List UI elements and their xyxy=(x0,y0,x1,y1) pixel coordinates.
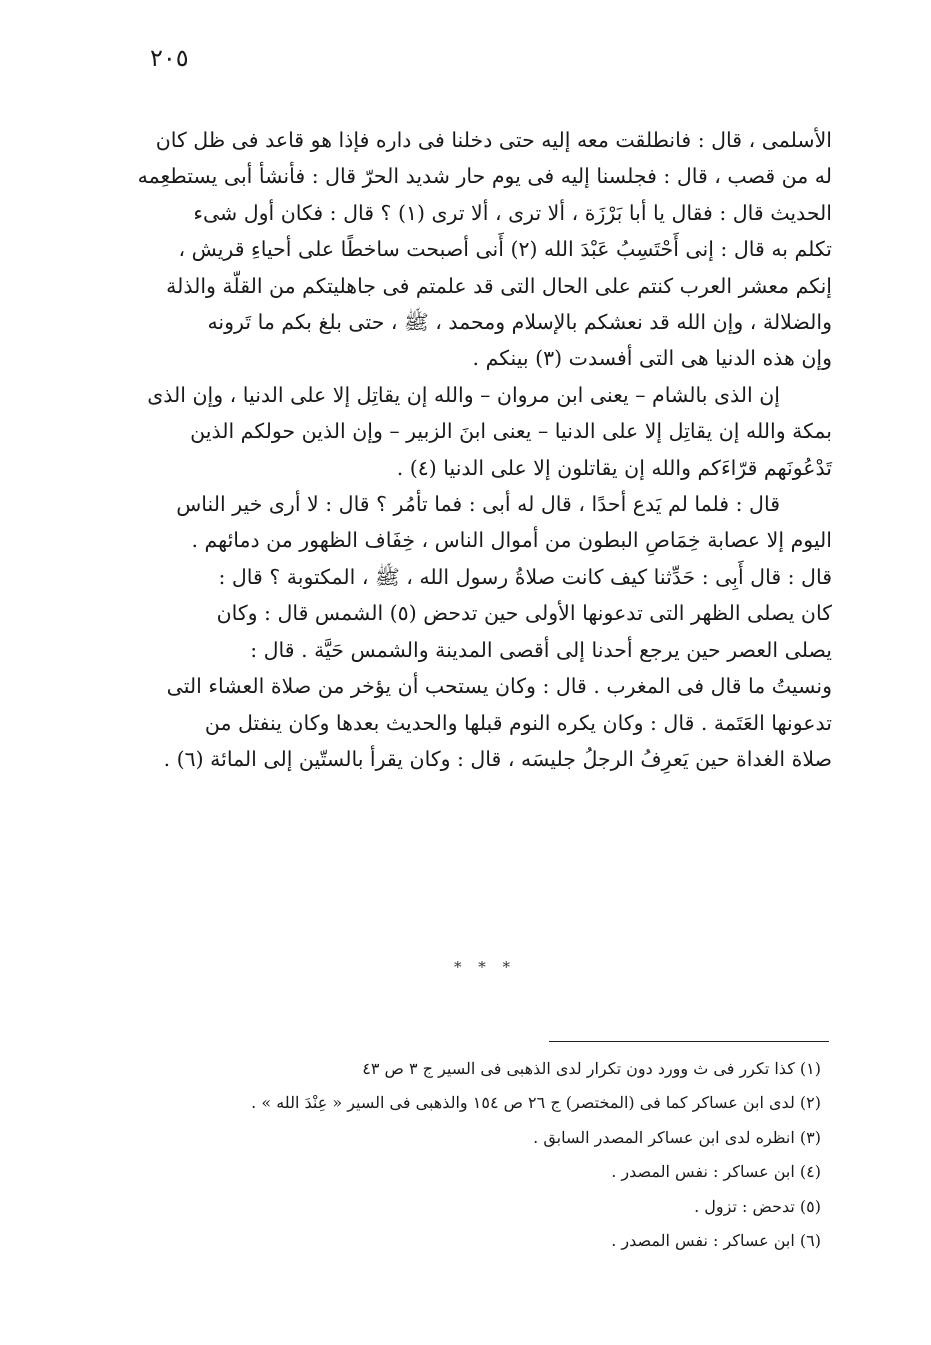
footnote: (٢) لدى ابن عساكر كما فى (المختصر) ج ٢٦ ص ١٥٤ والذهبى فى السير « عِنْدَ الله » . xyxy=(251,1093,821,1113)
footnote: (١) كذا تكرر فى ث وورد دون تكرار لدى الذهبى فى السير ج ٣ ص ٤٣ xyxy=(362,1059,821,1078)
text-line: إن الذى بالشام – يعنى ابن مروان – والله إن يقاتِل إلا على الدنيا ، وإن الذى xyxy=(147,382,780,407)
text-line: قال : فلما لم يَدع أحدًا ، قال له أبى : فما تأمُر ؟ قال : لا أرى خير الناس xyxy=(176,492,780,517)
footnote: (٦) ابن عساكر : نفس المصدر . xyxy=(611,1231,821,1251)
paragraph xyxy=(132,122,832,377)
text-line: إنكم معشر العرب كنتم على الحال التى قد علمتم فى جاهليتكم من القلّة والذلة xyxy=(166,273,832,298)
text-line: اليوم إلا عصابة خِمَاصِ البطون من أموال الناس ، خِفَاف الظهور من دمائهم . xyxy=(191,528,832,553)
footnotes xyxy=(121,1052,821,1258)
text-line: الأسلمى ، قال : فانطلقت معه إليه حتى دخلنا فى داره فإذا هو قاعد فى ظل كان xyxy=(155,128,832,152)
main-text xyxy=(132,122,832,777)
text-line: ونسيتُ ما قال فى المغرب . قال : وكان يستحب أن يؤخر من صلاة العشاء التى xyxy=(166,674,832,699)
footnote: (٥) تدحض : تزول . xyxy=(694,1196,821,1216)
text-line: تدعونها العَتَمة . قال : وكان يكره النوم قبلها والحديث بعدها وكان ينفتل من xyxy=(204,710,832,735)
footnote: (٤) ابن عساكر : نفس المصدر . xyxy=(611,1162,821,1182)
text-line: صلاة الغداة حين يَعرِفُ الرجلُ جليسَه ، قال : وكان يقرأ بالستّين إلى المائة (٦) . xyxy=(163,746,832,771)
text-line: كان يصلى الظهر التى تدعونها الأولى حين تدحض (٥) الشمس قال : وكان xyxy=(216,601,832,626)
text-line: يصلى العصر حين يرجع أحدنا إلى أقصى المدينة والشمس حَيَّة . قال : xyxy=(250,637,832,662)
text-line: قال : قال أَبِى : حَدِّثنا كيف كانت صلاةُ رسول الله ، ﷺ ، المكتوبة ؟ قال : xyxy=(218,564,832,589)
section-separator: * * * xyxy=(453,958,517,976)
footnote: (٣) انظره لدى ابن عساكر المصدر السابق . xyxy=(533,1127,821,1147)
paragraph xyxy=(132,377,832,486)
text-line: تَدْعُونَهم قرّاءَكم والله إن يقاتلون إلا على الدنيا (٤) . xyxy=(396,455,832,480)
text-line: والضلالة ، وإن الله قد نعشكم بالإسلام ومحمد ، ﷺ ، حتى بلغ بكم ما تَرونه xyxy=(207,310,832,335)
footnote-divider xyxy=(549,1041,829,1042)
text-line: بمكة والله إن يقاتِل إلا على الدنيا – يعنى ابنَ الزبير – وإن الذين حولكم الذين xyxy=(190,419,832,444)
text-line: وإن هذه الدنيا هى التى أفسدت (٣) بينكم . xyxy=(472,346,832,371)
text-line: تكلم به قال : إنى أَحْتَسِبُ عَبْدَ الله (٢) أَنى أصبحت ساخطًا على أحياءِ قريش ، xyxy=(178,237,832,262)
paragraph xyxy=(132,486,832,777)
page-number: ٢٠٥ xyxy=(150,44,189,72)
text-line: له من قصب ، قال : فجلسنا إليه فى يوم حار شديد الحرّ قال : فأنشأ أبى يستطعِمه xyxy=(137,164,832,189)
text-line: الحديث قال : فقال يا أبا بَرْزَة ، ألا ترى ، ألا ترى (١) ؟ قال : فكان أول شىء xyxy=(193,200,832,225)
